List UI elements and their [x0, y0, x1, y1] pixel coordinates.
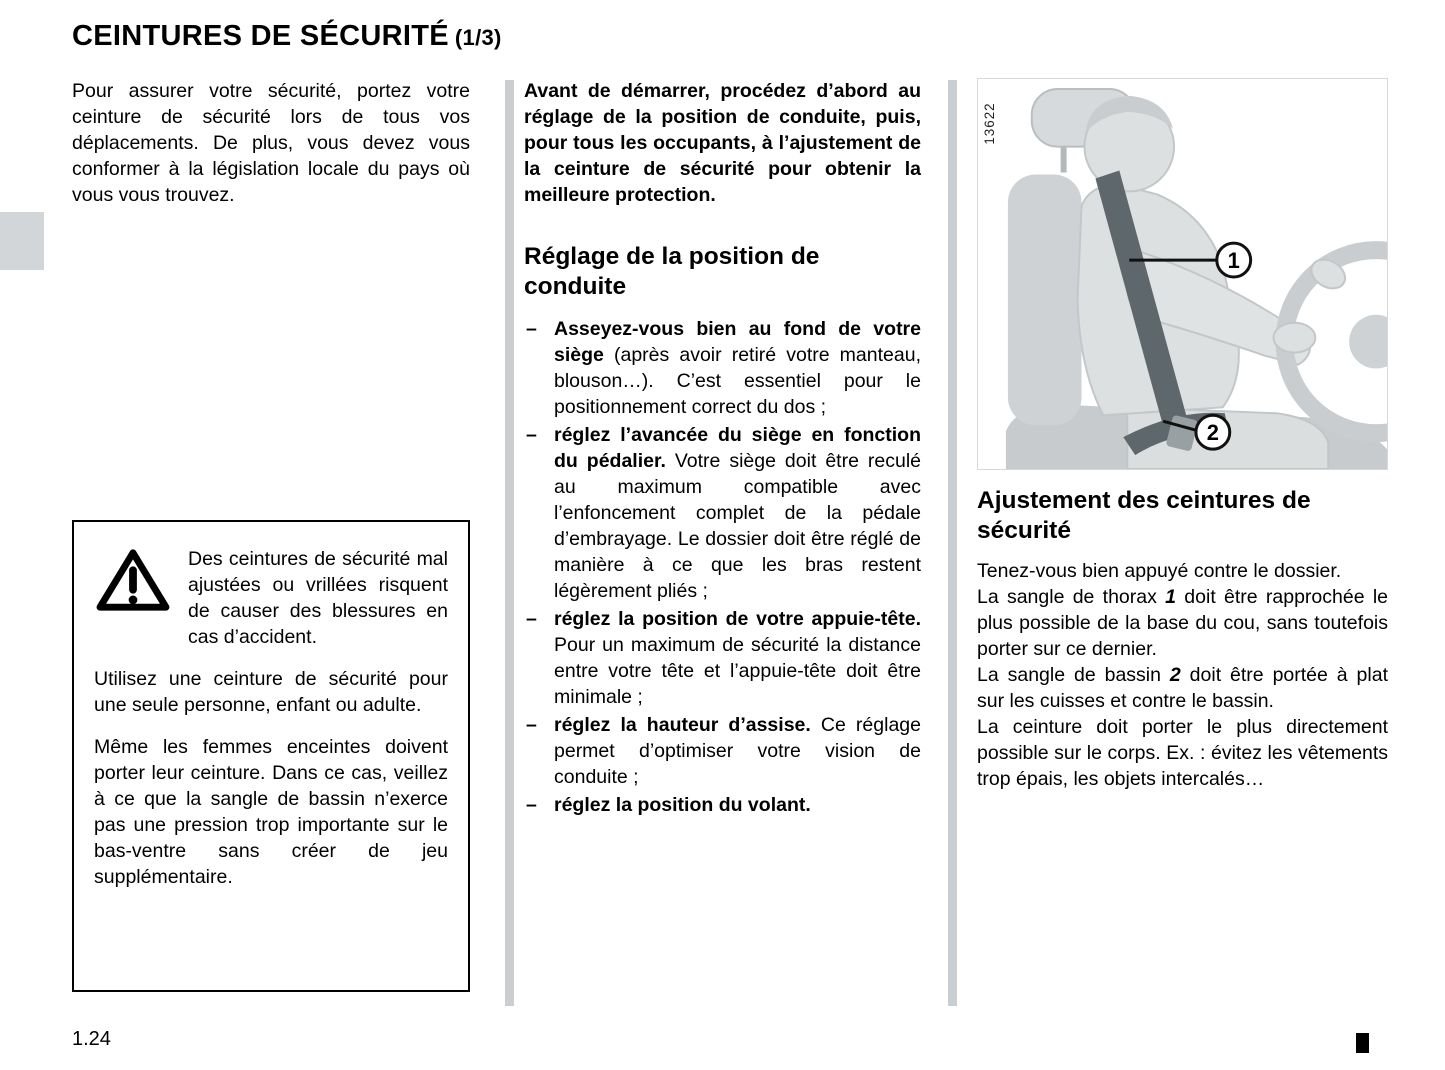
page-end-marker	[1356, 1033, 1369, 1053]
middle-column	[524, 78, 921, 820]
warning-icon	[94, 546, 172, 621]
list-item	[524, 792, 921, 818]
bullet-dash: –	[526, 424, 537, 446]
bullet-dash: –	[526, 794, 537, 816]
warning-box	[72, 520, 470, 992]
driving-position-intro: Avant de démarrer, procédez d’abord au réglage de la position de conduite, puis, pour tous les occupants, à l’ajustement de la ceinture de sécurité pour obtenir la meilleure protection.	[524, 80, 921, 206]
callout-2-label: 2	[1206, 420, 1219, 446]
belt-ref-number: 2	[1169, 664, 1181, 686]
belt-paragraph-text: doit être rapprochée le plus possible de la base du cou, sans toutefois porter sur ce dernier.	[977, 586, 1388, 660]
list-item	[524, 316, 921, 420]
belt-paragraph-text: La sangle de thorax	[977, 586, 1166, 608]
warning-row	[94, 546, 448, 650]
right-column	[977, 78, 1388, 792]
list-item-lead: réglez la position du volant.	[554, 794, 811, 816]
list-item-text: (après avoir retiré votre manteau, blouson…). C’est essentiel pour le positionnement correct du dos ;	[554, 344, 921, 418]
figure-code: 13622	[981, 102, 997, 145]
list-item-lead: réglez la position de votre appuie-tête.	[554, 608, 921, 630]
seat-back	[1008, 175, 1082, 426]
list-item-text: Pour un maximum de sécurité la distance entre votre tête et l’appuie-tête doit être minimale ;	[554, 634, 921, 708]
column-divider	[505, 80, 514, 1006]
belt-paragraph: La ceinture doit porter le plus directement possible sur le corps. Ex. : évitez les vêtements trop épais, les objets intercalés…	[977, 716, 1388, 790]
page-title-suffix: (1/3)	[454, 25, 502, 50]
list-item	[524, 606, 921, 710]
belt-paragraph-text: La sangle de bassin	[977, 664, 1170, 686]
warning-paragraph: Utilisez une ceinture de sécurité pour une seule personne, enfant ou adulte.	[94, 668, 448, 716]
belt-paragraph	[977, 584, 1388, 662]
list-item	[524, 422, 921, 604]
list-item-text: Votre siège doit être reculé au maximum compatible avec l’enfoncement complet de la pédale d’embrayage. Le dossier doit être réglé de manière à ce que les bras restent légèrement pliés ;	[554, 450, 921, 602]
section-tab-marker	[0, 212, 44, 270]
steering-hub	[1349, 315, 1387, 369]
belt-paragraph-text: doit être portée à plat sur les cuisses et contre le bassin.	[977, 664, 1388, 712]
list-item	[524, 712, 921, 790]
driving-position-list	[524, 316, 921, 818]
intro-paragraph: Pour assurer votre sécurité, portez votre ceinture de sécurité lors de tous vos déplacements. De plus, vous devez vous conformer à la législation locale du pays où vous vous trouvez.	[72, 80, 470, 206]
list-item-lead: réglez l’avancée du siège en fonction du pédalier.	[554, 424, 921, 472]
belt-ref-number: 1	[1165, 586, 1177, 608]
belt-paragraph	[977, 662, 1388, 714]
bullet-dash: –	[526, 608, 537, 630]
warning-paragraph: Des ceintures de sécurité mal ajustées ou vrillées risquent de causer des blessures en cas d’accident.	[188, 548, 448, 648]
bullet-dash: –	[526, 318, 537, 340]
belt-paragraph: Tenez-vous bien appuyé contre le dossier.	[977, 560, 1342, 582]
list-item-text: Ce réglage permet d’optimiser votre vision de conduite ;	[554, 714, 921, 788]
callout-1-label: 1	[1227, 248, 1240, 274]
hand	[1274, 323, 1316, 353]
driving-position-heading: Réglage de la position de conduite	[524, 243, 820, 300]
list-item-lead: Asseyez-vous bien au fond de votre siège	[554, 318, 921, 366]
page-number: 1.24	[72, 1028, 111, 1050]
seatbelt-illustration	[977, 78, 1388, 470]
list-item-lead: réglez la hauteur d’assise.	[554, 714, 811, 736]
page-title-text: CEINTURES DE SÉCURITÉ	[72, 20, 449, 52]
belt-adjustment-heading: Ajustement des ceintures de sécurité	[977, 487, 1311, 544]
bullet-dash: –	[526, 714, 537, 736]
column-divider	[948, 80, 957, 1006]
warning-paragraph: Même les femmes enceintes doivent porter leur ceinture. Dans ce cas, veillez à ce que la sangle de bassin n’exerce pas une pression trop importante sur le bas-ventre sans créer de jeu supplémentaire.	[94, 736, 448, 888]
left-column	[72, 78, 470, 208]
page-title	[72, 20, 502, 53]
